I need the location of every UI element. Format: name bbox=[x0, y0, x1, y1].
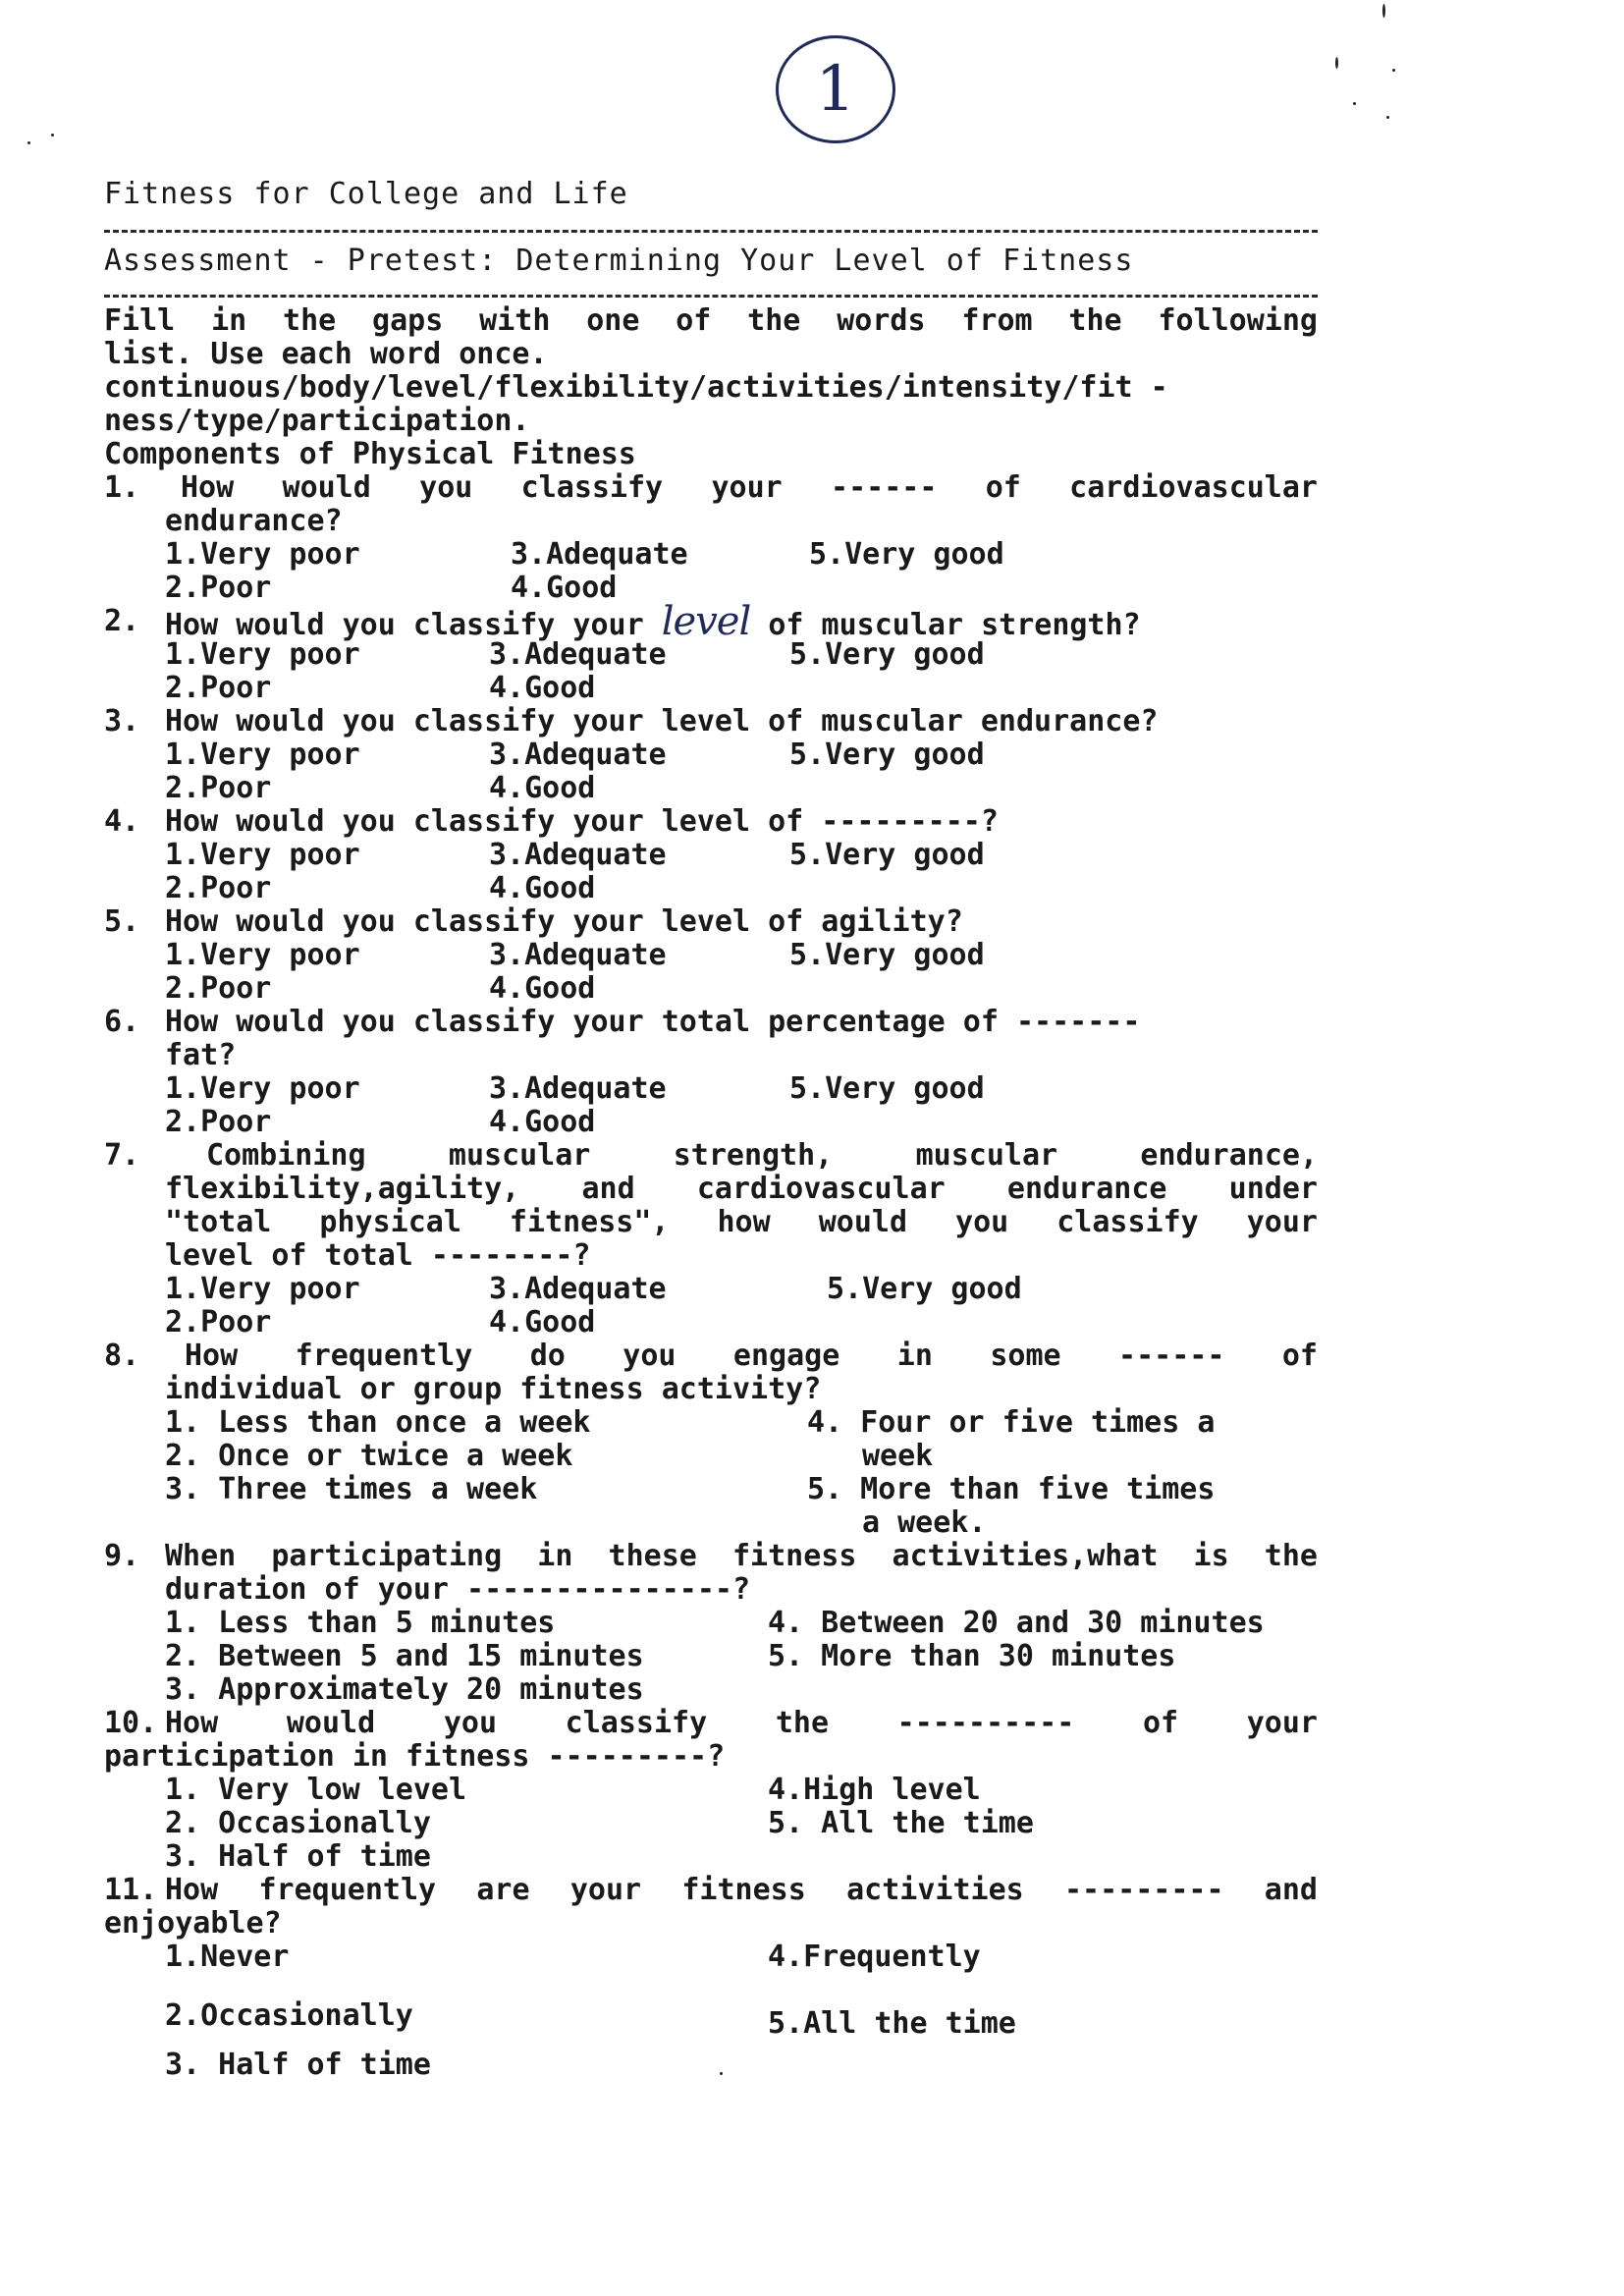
options-row bbox=[104, 1774, 1318, 1807]
question-number: 4. bbox=[104, 804, 140, 839]
options-row bbox=[104, 1473, 1318, 1506]
question-number: 3. bbox=[104, 704, 140, 738]
divider bbox=[104, 230, 1318, 233]
option[interactable]: 5. More than 30 minutes bbox=[768, 1639, 1176, 1673]
options-row bbox=[104, 1273, 1318, 1306]
question-text: How would you classify your level of agility? bbox=[165, 904, 963, 939]
page-number: 1 bbox=[815, 53, 856, 126]
question-number: 11. bbox=[104, 1873, 158, 1907]
option[interactable]: 1.Very poor bbox=[165, 1071, 360, 1106]
question-number: 9. bbox=[104, 1539, 140, 1573]
option[interactable]: 5.Very good bbox=[827, 1272, 1022, 1306]
question-number: 8. bbox=[104, 1339, 140, 1373]
question-number: 2. bbox=[104, 604, 140, 638]
question-number: 6. bbox=[104, 1005, 140, 1039]
question-text-part: of muscular strength? bbox=[768, 608, 1141, 642]
option[interactable]: 5.Very good bbox=[789, 838, 985, 872]
question-text bbox=[104, 599, 1318, 644]
option[interactable]: 1.Very poor bbox=[165, 838, 360, 872]
options-row bbox=[104, 1640, 1318, 1673]
handwritten-answer: level bbox=[661, 599, 751, 644]
question-4 bbox=[104, 805, 1318, 905]
question-8 bbox=[104, 1339, 1318, 1540]
option[interactable]: 1.Very poor bbox=[165, 1272, 360, 1306]
option[interactable]: 5.Very good bbox=[789, 1071, 985, 1106]
assessment-title: Assessment - Pretest: Determining Your Level of Fitness bbox=[104, 244, 1134, 278]
question-text: flexibility,agility, and cardiovascular endurance under bbox=[165, 1172, 1318, 1206]
option[interactable]: 2.Poor bbox=[165, 971, 272, 1006]
option[interactable]: 4.Good bbox=[489, 671, 596, 705]
option[interactable]: 2.Poor bbox=[165, 871, 272, 905]
option[interactable]: 1. Less than once a week bbox=[165, 1405, 591, 1440]
question-text: enjoyable? bbox=[104, 1906, 282, 1941]
instructions-line: list. Use each word once. bbox=[104, 337, 548, 371]
option[interactable]: 1.Never bbox=[165, 1940, 290, 1974]
option[interactable]: 4.Good bbox=[511, 571, 618, 605]
option[interactable]: 2.Poor bbox=[165, 1305, 272, 1339]
option[interactable]: 4.Frequently bbox=[768, 1940, 981, 1974]
option[interactable]: 4.Good bbox=[489, 971, 596, 1006]
option[interactable]: 5. More than five times bbox=[807, 1472, 1216, 1506]
instructions-line: Fill in the gaps with one of the words from the following bbox=[104, 303, 1318, 338]
option[interactable]: 3. Approximately 20 minutes bbox=[165, 1672, 644, 1707]
question-text: How would you classify your level of muscular endurance? bbox=[165, 704, 1159, 738]
option[interactable]: 2.Poor bbox=[165, 1105, 272, 1139]
options-row bbox=[104, 1999, 1318, 2049]
option[interactable]: 5.All the time bbox=[768, 2006, 1016, 2041]
question-text: Combining muscular strength, muscular endurance, bbox=[206, 1138, 1318, 1173]
option[interactable]: 5.Very good bbox=[789, 938, 985, 972]
options-row bbox=[104, 772, 1318, 805]
question-text-part: How would you classify your bbox=[165, 608, 644, 642]
option[interactable]: 5.Very good bbox=[789, 738, 985, 772]
question-text: How would you classify the ---------- of your bbox=[165, 1706, 1318, 1740]
question-text: participation in fitness ---------? bbox=[104, 1739, 726, 1774]
option[interactable]: 4. Four or five times a bbox=[807, 1405, 1216, 1440]
options-row bbox=[104, 672, 1318, 705]
option[interactable]: 5. All the time bbox=[768, 1806, 1034, 1840]
question-text: How frequently do you engage in some ------ of bbox=[185, 1339, 1318, 1373]
options-row bbox=[104, 1440, 1318, 1473]
option[interactable]: 2.Poor bbox=[165, 771, 272, 805]
option-continuation: a week. bbox=[862, 1505, 987, 1540]
course-title: Fitness for College and Life bbox=[104, 177, 628, 211]
options-row bbox=[104, 1607, 1318, 1640]
options-row bbox=[104, 939, 1318, 972]
option[interactable]: 4.Good bbox=[489, 871, 596, 905]
question-text: How frequently are your fitness activities --------- and bbox=[165, 1873, 1318, 1907]
scan-speck bbox=[1382, 4, 1385, 18]
question-10 bbox=[104, 1707, 1318, 1874]
scan-speck bbox=[1353, 102, 1356, 105]
option[interactable]: 2. Between 5 and 15 minutes bbox=[165, 1639, 644, 1673]
option[interactable]: 4.Good bbox=[489, 771, 596, 805]
question-5 bbox=[104, 905, 1318, 1006]
option[interactable]: 1.Very poor bbox=[165, 938, 360, 972]
option[interactable]: 3. Three times a week bbox=[165, 1472, 538, 1506]
options-row bbox=[104, 1807, 1318, 1840]
options-row bbox=[104, 872, 1318, 905]
spacer bbox=[165, 1506, 862, 1540]
question-text: level of total --------? bbox=[165, 1238, 591, 1273]
question-text: When participating in these fitness activities,what is the bbox=[165, 1539, 1318, 1573]
question-text: endurance? bbox=[165, 504, 343, 538]
options-row bbox=[104, 1941, 1318, 1999]
option[interactable]: 1. Less than 5 minutes bbox=[165, 1606, 556, 1640]
options-row bbox=[104, 638, 1318, 672]
section-title: Components of Physical Fitness bbox=[104, 437, 636, 471]
options-row bbox=[104, 738, 1318, 772]
option[interactable]: 2. Occasionally bbox=[165, 1806, 431, 1840]
option-continuation: week bbox=[862, 1439, 934, 1473]
option[interactable]: 3.Adequate bbox=[489, 1272, 667, 1306]
option[interactable]: 3.Adequate bbox=[489, 738, 667, 772]
option[interactable]: 5.Very good bbox=[809, 537, 1004, 572]
question-6 bbox=[104, 1006, 1318, 1139]
divider bbox=[104, 295, 1318, 298]
question-9 bbox=[104, 1540, 1318, 1707]
option[interactable]: 3. Half of time bbox=[165, 2048, 431, 2082]
option[interactable]: 3.Adequate bbox=[489, 637, 667, 672]
option[interactable]: 4. Between 20 and 30 minutes bbox=[768, 1606, 1265, 1640]
option[interactable]: 2. Once or twice a week bbox=[165, 1439, 573, 1473]
options-row bbox=[104, 1406, 1318, 1440]
worksheet-body bbox=[104, 304, 1318, 2082]
options-row bbox=[104, 1673, 1318, 1707]
question-number: 10. bbox=[104, 1706, 158, 1740]
question-text: duration of your ---------------? bbox=[165, 1572, 751, 1607]
question-text: fat? bbox=[165, 1038, 237, 1072]
question-11 bbox=[104, 1874, 1318, 2082]
question-number: 1. bbox=[104, 470, 140, 505]
question-2 bbox=[104, 599, 1318, 705]
option[interactable]: 3. Half of time bbox=[165, 1839, 431, 1874]
question-7 bbox=[104, 1139, 1318, 1339]
question-text: "total physical fitness", how would you classify your bbox=[165, 1205, 1318, 1239]
page-number-circle bbox=[776, 35, 895, 143]
scan-speck bbox=[1335, 57, 1338, 69]
instructions bbox=[104, 304, 1318, 438]
option[interactable]: 1.Very poor bbox=[165, 537, 360, 572]
scan-speck bbox=[1386, 116, 1389, 119]
option[interactable]: 3.Adequate bbox=[511, 537, 688, 572]
question-number: 7. bbox=[104, 1138, 140, 1173]
options-row bbox=[104, 972, 1318, 1006]
options-row bbox=[104, 1840, 1318, 1874]
word-list: continuous/body/level/flexibility/activities/intensity/fit - bbox=[104, 370, 1168, 405]
options-row bbox=[104, 2049, 1318, 2082]
option[interactable]: 2.Poor bbox=[165, 571, 272, 605]
scan-speck bbox=[51, 134, 54, 137]
option[interactable]: 4.High level bbox=[768, 1773, 981, 1807]
question-1 bbox=[104, 471, 1318, 605]
options-row bbox=[104, 839, 1318, 872]
word-list: ness/type/participation. bbox=[104, 404, 530, 438]
option[interactable]: 4.Good bbox=[489, 1105, 596, 1139]
question-text: How would you classify your ------ of cardiovascular bbox=[181, 470, 1318, 505]
options-row bbox=[104, 538, 1318, 572]
options-row bbox=[104, 1306, 1318, 1339]
option[interactable]: 5.Very good bbox=[789, 637, 985, 672]
option[interactable]: 1. Very low level bbox=[165, 1773, 467, 1807]
question-text: individual or group fitness activity? bbox=[165, 1372, 822, 1406]
question-text: How would you classify your total percentage of ------- bbox=[165, 1005, 1141, 1039]
option[interactable]: 2.Occasionally bbox=[165, 1998, 413, 2033]
scan-speck bbox=[27, 141, 30, 144]
scan-speck bbox=[1392, 69, 1395, 72]
options-row bbox=[104, 1072, 1318, 1106]
question-3 bbox=[104, 705, 1318, 805]
option[interactable]: 1.Very poor bbox=[165, 738, 360, 772]
option[interactable]: 2.Poor bbox=[165, 671, 272, 705]
option[interactable]: 3.Adequate bbox=[489, 938, 667, 972]
option[interactable]: 3.Adequate bbox=[489, 1071, 667, 1106]
question-text: How would you classify your level of ---------? bbox=[165, 804, 999, 839]
option[interactable]: 1.Very poor bbox=[165, 637, 360, 672]
question-number: 5. bbox=[104, 904, 140, 939]
options-row bbox=[104, 1106, 1318, 1139]
option[interactable]: 4.Good bbox=[489, 1305, 596, 1339]
options-row bbox=[104, 1506, 1318, 1540]
option[interactable]: 3.Adequate bbox=[489, 838, 667, 872]
